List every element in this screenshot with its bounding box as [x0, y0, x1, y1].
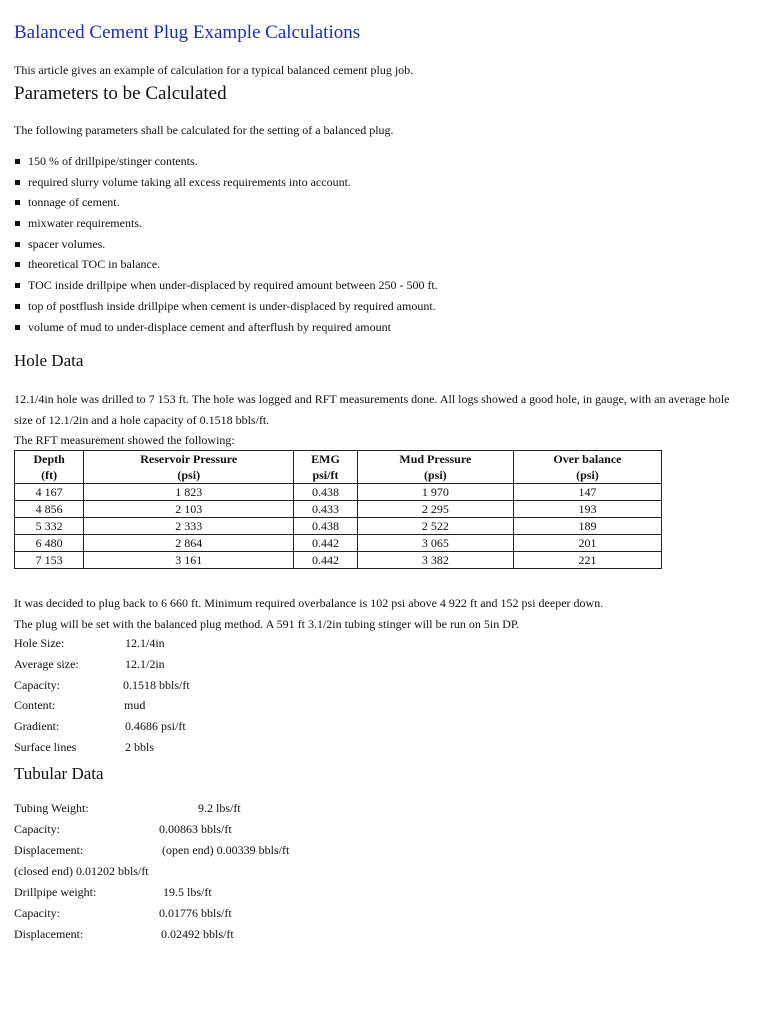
page-title: Balanced Cement Plug Example Calculations: [14, 22, 361, 43]
list-item: mixwater requirements.: [14, 213, 438, 234]
list-item: 150 % of drillpipe/stinger contents.: [14, 151, 438, 172]
col-header-emg: EMG psi/ft: [294, 451, 358, 484]
list-item: TOC inside drillpipe when under-displaced by required amount between 250 - 500 ft.: [14, 275, 438, 296]
list-item: tonnage of cement.: [14, 192, 438, 213]
bullet-icon: [15, 304, 20, 309]
bullet-icon: [15, 221, 20, 226]
col-header-over-balance: Over balance (psi): [513, 451, 661, 484]
table-row: 7 153 3 161 0.442 3 382 221: [15, 552, 662, 569]
table-row: 6 480 2 864 0.442 3 065 201: [15, 535, 662, 552]
tubular-data-heading: Tubular Data: [14, 764, 104, 783]
bullet-icon: [15, 200, 20, 205]
col-header-mud-pressure: Mud Pressure (psi): [357, 451, 513, 484]
col-header-depth: Depth (ft): [15, 451, 84, 484]
params-list: [14, 151, 438, 337]
params-heading: Parameters to be Calculated: [14, 83, 227, 104]
bullet-icon: [15, 180, 20, 185]
params-lead: The following parameters shall be calculated for the setting of a balanced plug.: [14, 123, 394, 137]
decision-text-2: The plug will be set with the balanced plug method. A 591 ft 3.1/2in tubing stinger will be run on 5in DP.: [14, 617, 520, 631]
bullet-icon: [15, 159, 20, 164]
col-header-reservoir-pressure: Reservoir Pressure (psi): [84, 451, 294, 484]
list-item: required slurry volume taking all excess requirements into account.: [14, 172, 438, 193]
hole-data-heading: Hole Data: [14, 351, 84, 370]
table-row: 4 856 2 103 0.433 2 295 193: [15, 501, 662, 518]
bullet-icon: [15, 283, 20, 288]
list-item: top of postflush inside drillpipe when cement is under-displaced by required amount.: [14, 296, 438, 317]
hole-data-paragraph: 12.1/4in hole was drilled to 7 153 ft. The hole was logged and RFT measurements done. All logs showed a good hole, in gauge, with an average hole size of 12.1/2in and a hole capacity of 0.1518 bbls/ft.: [14, 392, 730, 427]
table-row: 4 167 1 823 0.438 1 970 147: [15, 484, 662, 501]
list-item: volume of mud to under-displace cement and afterflush by required amount: [14, 317, 438, 338]
rft-caption: The RFT measurement showed the following:: [14, 433, 235, 447]
bullet-icon: [15, 262, 20, 267]
list-item: theoretical TOC in balance.: [14, 254, 438, 275]
list-item: spacer volumes.: [14, 234, 438, 255]
table-row: 5 332 2 333 0.438 2 522 189: [15, 518, 662, 535]
intro-text: This article gives an example of calculation for a typical balanced cement plug job.: [14, 63, 414, 77]
bullet-icon: [15, 242, 20, 247]
table-header-row: [15, 451, 662, 484]
decision-text-1: It was decided to plug back to 6 660 ft. Minimum required overbalance is 102 psi above 4 922 ft and 152 psi deeper down.: [14, 596, 604, 610]
bullet-icon: [15, 325, 20, 330]
rft-table: [14, 450, 662, 569]
